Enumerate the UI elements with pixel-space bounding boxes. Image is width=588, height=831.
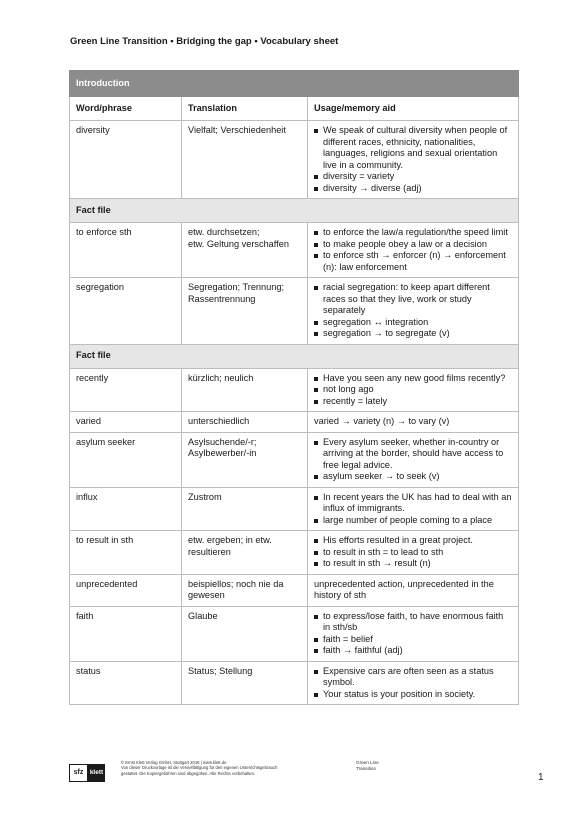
section-title: Fact file	[70, 344, 519, 368]
translation-line: etw. Geltung verschaffen	[188, 238, 289, 249]
translation-cell	[182, 487, 308, 531]
translation-cell	[182, 278, 308, 345]
series-name	[356, 760, 436, 771]
vocabulary-row	[70, 432, 519, 487]
word-cell: diversity	[70, 121, 182, 199]
vocabulary-table-body	[70, 71, 519, 705]
translation-cell	[182, 531, 308, 575]
translation-cell	[182, 606, 308, 661]
vocabulary-table	[69, 70, 519, 705]
usage-list	[314, 373, 512, 408]
usage-item: faith = belief	[314, 634, 512, 646]
publisher-logo	[69, 764, 105, 782]
column-header-row	[70, 97, 519, 121]
usage-item: In recent years the UK has had to deal with an influx of immigrants.	[314, 492, 512, 515]
word-cell: status	[70, 661, 182, 705]
word-cell: influx	[70, 487, 182, 531]
translation-cell	[182, 574, 308, 606]
translation-line: etw. durchsetzen;	[188, 227, 260, 237]
translation-line: Segregation; Trennung; Rassentrennung	[188, 282, 285, 304]
translation-cell	[182, 368, 308, 412]
usage-cell	[308, 278, 519, 345]
page-number: 1	[538, 772, 544, 783]
usage-list	[314, 437, 512, 483]
word-cell: to result in sth	[70, 531, 182, 575]
column-header-word: Word/phrase	[70, 97, 182, 121]
usage-item: large number of people coming to a place	[314, 515, 512, 527]
usage-item: to enforce the law/a regulation/the speed limit	[314, 227, 512, 239]
series-line: Transition	[356, 765, 376, 771]
usage-item: segregation ↔ integration	[314, 317, 512, 329]
vocabulary-row	[70, 661, 519, 705]
usage-list	[314, 125, 512, 194]
usage-item: to express/lose faith, to have enormous faith in sth/sb	[314, 611, 512, 634]
translation-cell	[182, 412, 308, 433]
vocabulary-row	[70, 368, 519, 412]
word-cell: recently	[70, 368, 182, 412]
usage-item: His efforts resulted in a great project.	[314, 535, 512, 547]
usage-cell	[308, 368, 519, 412]
translation-cell	[182, 223, 308, 278]
copyright-line: © Ernst Klett Verlag GmbH, Stuttgart 2018 | www.klett.de	[121, 760, 227, 765]
usage-item: diversity = variety	[314, 171, 512, 183]
logo-right-mark: klett	[88, 764, 105, 782]
translation-line: unterschiedlich	[188, 416, 250, 426]
translation-cell	[182, 661, 308, 705]
usage-item: faith → faithful (adj)	[314, 645, 512, 657]
usage-item: to make people obey a law or a decision	[314, 239, 512, 251]
page-footer	[69, 760, 549, 790]
column-header-usage: Usage/memory aid	[308, 97, 519, 121]
usage-list	[314, 611, 512, 657]
usage-item: to result in sth = to lead to sth	[314, 547, 512, 559]
translation-line: etw. ergeben; in etw. resultieren	[188, 535, 272, 557]
usage-cell	[308, 606, 519, 661]
word-cell: faith	[70, 606, 182, 661]
usage-item: segregation → to segregate (v)	[314, 328, 512, 340]
translation-line: Asylbewerber/-in	[188, 448, 257, 458]
usage-item: We speak of cultural diversity when people of different races, ethnicity, nationalities, languages, religions and sexual orientation live in a community.	[314, 125, 512, 171]
usage-item: Have you seen any new good films recently?	[314, 373, 512, 385]
word-cell: asylum seeker	[70, 432, 182, 487]
translation-line: Asylsuchende/-r;	[188, 436, 257, 447]
usage-item: racial segregation: to keep apart different races so that they live, work or study separately	[314, 282, 512, 317]
usage-item: to result in sth → result (n)	[314, 558, 512, 570]
usage-item: Expensive cars are often seen as a status symbol.	[314, 666, 512, 689]
translation-line: Zustrom	[188, 491, 222, 502]
vocabulary-row	[70, 487, 519, 531]
column-header-translation: Translation	[182, 97, 308, 121]
usage-list	[314, 666, 512, 701]
vocabulary-row	[70, 574, 519, 606]
usage-cell	[308, 432, 519, 487]
translation-line: beispiellos; noch nie da gewesen	[188, 578, 284, 600]
section-header-row	[70, 344, 519, 368]
document-title: Green Line Transition • Bridging the gap • Vocabulary sheet	[70, 36, 339, 47]
word-cell: to enforce sth	[70, 223, 182, 278]
word-cell: varied	[70, 412, 182, 433]
usage-cell	[308, 223, 519, 278]
vocabulary-row	[70, 278, 519, 345]
vocabulary-row	[70, 606, 519, 661]
usage-item: diversity → diverse (adj)	[314, 183, 512, 195]
usage-cell	[308, 531, 519, 575]
usage-list	[314, 492, 512, 527]
usage-item: Every asylum seeker, whether in-country or arriving at the border, should have access to free legal advice.	[314, 437, 512, 472]
translation-cell	[182, 121, 308, 199]
usage-cell	[308, 121, 519, 199]
usage-item: asylum seeker → to seek (v)	[314, 471, 512, 483]
copyright-line: Von dieser Druckvorlage ist die Vervielfältigung für den eigenen Unterrichtsgebrauch	[121, 765, 278, 771]
translation-line: Status; Stellung	[188, 665, 253, 676]
section-header-row	[70, 199, 519, 223]
introduction-label: Introduction	[70, 71, 519, 97]
word-cell: unprecedented	[70, 574, 182, 606]
introduction-header-row	[70, 71, 519, 97]
usage-item: not long ago	[314, 384, 512, 396]
word-cell: segregation	[70, 278, 182, 345]
vocabulary-row	[70, 121, 519, 199]
section-title: Fact file	[70, 199, 519, 223]
translation-line: Glaube	[188, 610, 218, 621]
translation-line: Vielfalt; Verschiedenheit	[188, 125, 286, 135]
translation-cell	[182, 432, 308, 487]
usage-item: Your status is your position in society.	[314, 689, 512, 701]
usage-cell	[308, 487, 519, 531]
vocabulary-row	[70, 531, 519, 575]
usage-cell: varied → variety (n) → to vary (v)	[308, 412, 519, 433]
usage-cell: unprecedented action, unprecedented in the history of sth	[308, 574, 519, 606]
usage-item: recently = lately	[314, 396, 512, 408]
vocabulary-row	[70, 412, 519, 433]
usage-list	[314, 227, 512, 273]
copyright-notice	[121, 760, 361, 776]
vocabulary-row	[70, 223, 519, 278]
usage-list	[314, 535, 512, 570]
translation-line: kürzlich; neulich	[188, 372, 254, 383]
series-line: Green Line	[356, 760, 379, 765]
logo-left-mark: sfz	[69, 764, 88, 782]
usage-list	[314, 282, 512, 340]
usage-cell	[308, 661, 519, 705]
copyright-line: gestattet. Die Kopiergebühren sind abgegolten. Alle Rechte vorbehalten.	[121, 770, 256, 776]
usage-item: to enforce sth → enforcer (n) → enforcement (n): law enforcement	[314, 250, 512, 273]
